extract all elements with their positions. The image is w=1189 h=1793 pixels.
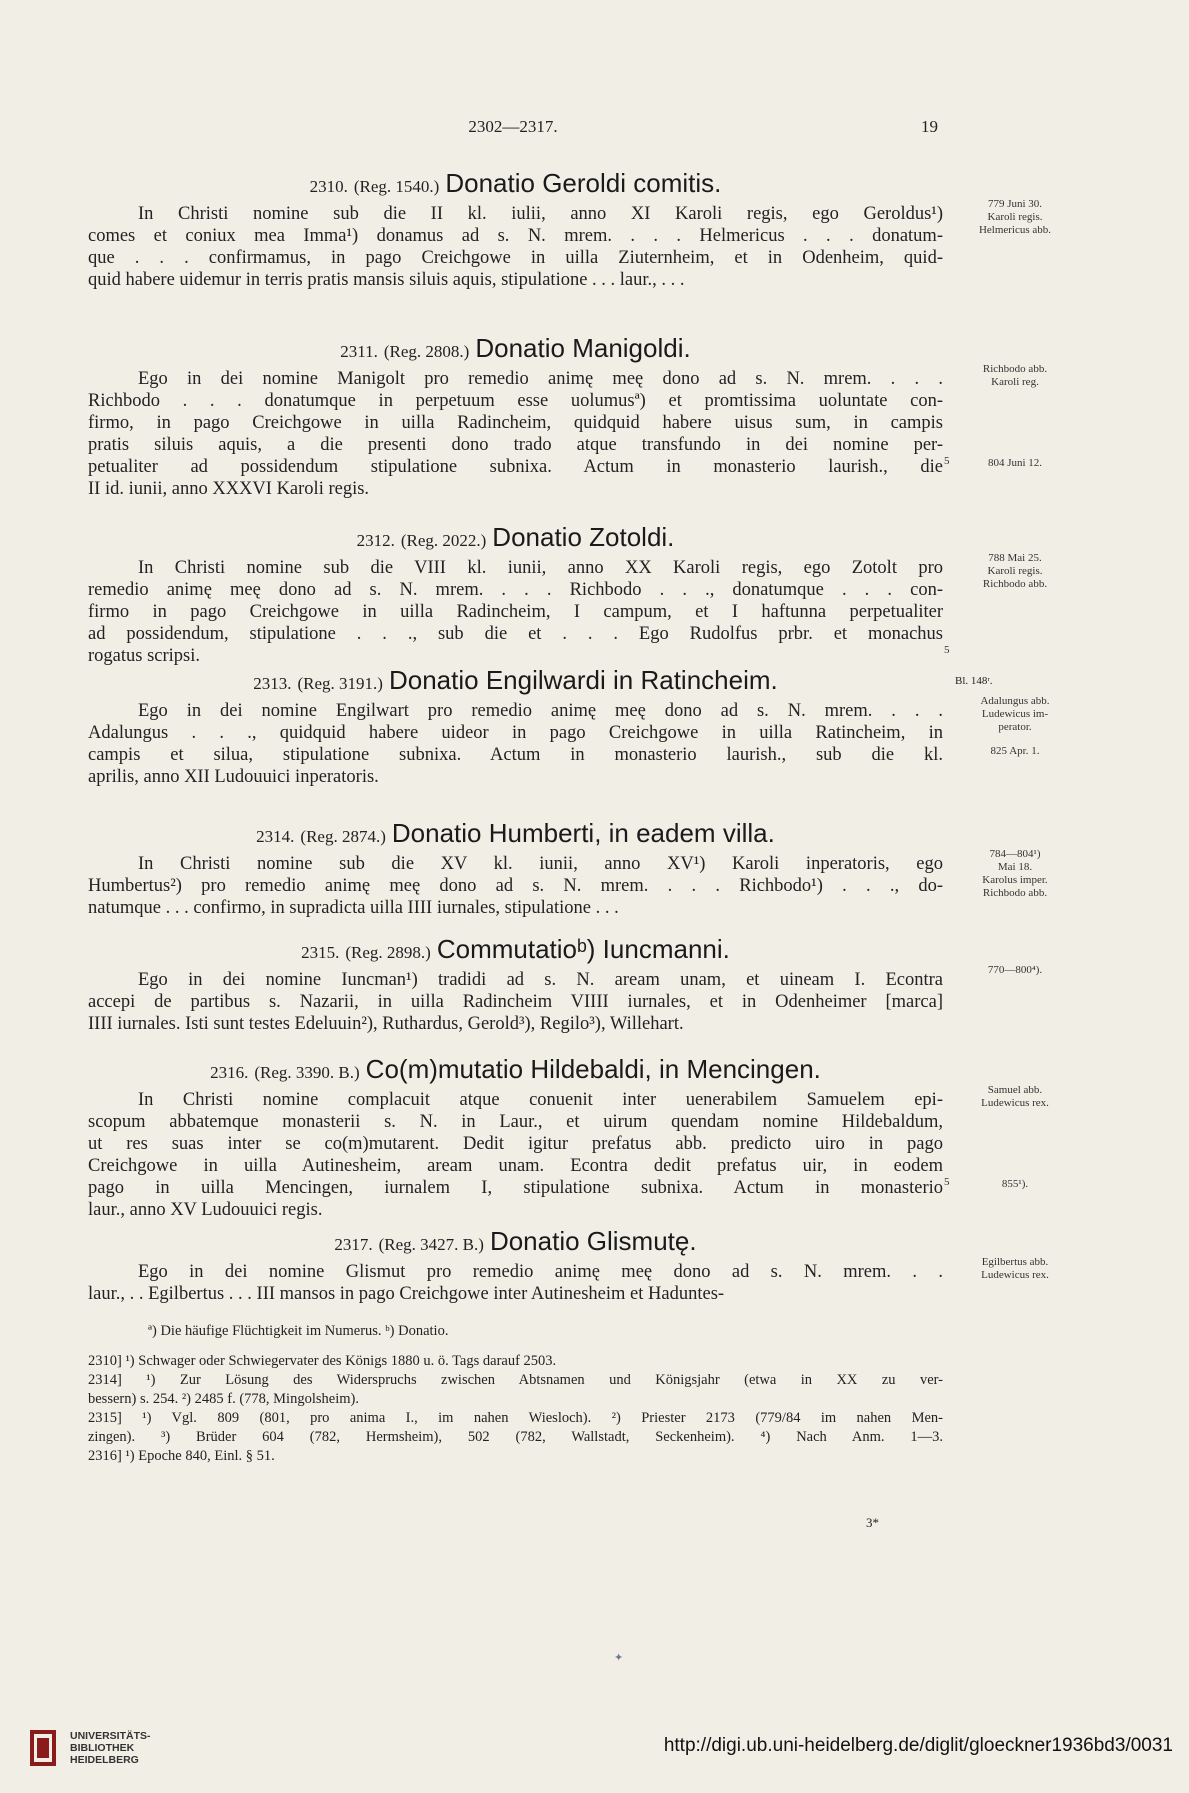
entry-title: Donatio Zotoldi. xyxy=(492,522,675,552)
text-line: pratis siluis aquis, a die presenti dono trado atque transfundo in dei nomine per- xyxy=(88,435,943,455)
margin-note-line: Samuel abb. xyxy=(987,1084,1043,1096)
charter-entry xyxy=(88,1054,943,1221)
library-name: UNIVERSITÄTS- BIBLIOTHEK HEIDELBERG xyxy=(70,1730,151,1766)
charter-entry xyxy=(88,522,943,667)
regest-reference: (Reg. 2808.) xyxy=(383,342,470,361)
text-line: laur., anno XV Ludouuici regis. xyxy=(88,1200,323,1220)
margin-note xyxy=(955,964,1075,977)
text-line: Creichgowe in uilla Autinesheim, aream unam. Econtra dedit prefatus uir, in eodem xyxy=(88,1156,943,1176)
margin-note-line: Helmericus abb. xyxy=(978,224,1052,236)
entry-number: 2316. xyxy=(210,1063,249,1082)
text-line: ad possidendum, stipulatione . . ., sub die et . . . Ego Rudolfus prbr. et monachus xyxy=(88,624,943,644)
footnote-line: bessern) s. 254. ²) 2485 f. (778, Mingolsheim). xyxy=(88,1391,359,1407)
text-line: Adalungus . . ., quidquid habere uideor in pago Creichgowe in uilla Ratincheim, in xyxy=(88,723,943,743)
margin-note-line: Karoli regis. xyxy=(987,565,1043,577)
regest-reference: (Reg. 2898.) xyxy=(345,943,431,962)
numbered-footnotes xyxy=(88,1352,943,1466)
margin-note-line: 770—800⁴). xyxy=(987,964,1043,976)
entry-title: Donatio Glismutę. xyxy=(489,1226,697,1256)
margin-note xyxy=(955,363,1075,389)
margin-note-line: Karoli regis. xyxy=(987,211,1043,223)
footnote-line: 2314] ¹) Zur Lösung des Widerspruchs zwischen Abtsnamen und Königsjahr (etwa in XX zu ver- xyxy=(88,1372,943,1388)
charter-entry xyxy=(88,168,943,291)
text-line: In Christi nomine complacuit atque conuenit inter uenerabilem Samuelem epi- xyxy=(138,1090,943,1110)
margin-note-line: 788 Mai 25. xyxy=(988,552,1042,564)
text-line: ut res suas inter se co(m)mutarent. Dedit igitur prefatus abb. predicto uiro in pago xyxy=(88,1134,943,1154)
text-line: Ego in dei nomine Manigolt pro remedio animę meę dono ad s. N. mrem. . . . xyxy=(138,369,943,389)
text-line: pago in uilla Mencingen, iurnalem I, stipulatione subnixa. Actum in monasterio xyxy=(88,1178,943,1198)
text-line: natumque . . . confirmo, in supradicta uilla IIII iurnales, stipulatione . . . xyxy=(88,898,619,918)
footnote-line: zingen). ³) Brüder 604 (782, Hermsheim), 502 (782, Wallstadt, Seckenheim). ⁴) Nach Anm. 1—3. xyxy=(88,1429,943,1445)
regest-reference: (Reg. 1540.) xyxy=(353,177,440,196)
margin-note-line: 779 Juni 30. xyxy=(987,198,1043,210)
entry-heading xyxy=(88,665,943,696)
margin-note xyxy=(955,695,1075,734)
entry-heading xyxy=(88,333,943,364)
text-line: firmo in pago Creichgowe in uilla Radincheim, I campum, et I haftunna perpetualiter xyxy=(88,602,943,622)
signature-mark: 3* xyxy=(866,1515,879,1530)
entry-number: 2311. xyxy=(340,342,378,361)
margin-note-line: 784—804¹) xyxy=(989,848,1041,860)
margin-note-line: Ludewicus rex. xyxy=(981,1269,1049,1281)
footnote-line: 2315] ¹) Vgl. 809 (801, pro anima I., im nahen Wiesloch). ²) Priester 2173 (779/84 im nahen Men- xyxy=(88,1410,943,1426)
entry-number: 2310. xyxy=(309,177,348,196)
entry-number: 2317. xyxy=(334,1235,373,1254)
text-line: remedio animę meę dono ad s. N. mrem. . . . Richbodo . . ., donatumque . . . con- xyxy=(88,580,943,600)
entry-number: 2315. xyxy=(301,943,340,962)
margin-note-line: Karolus imper. xyxy=(982,874,1048,886)
charter-entry xyxy=(88,1226,943,1305)
margin-note xyxy=(955,552,1075,591)
margin-note-line: Adalungus abb. xyxy=(980,695,1050,707)
text-line: scopum abbatemque monasterii s. N. in Laur., et uirum quendam nomine Hildebaldum, xyxy=(88,1112,943,1132)
footer-bar xyxy=(0,1715,1189,1793)
text-line: laur., . . Egilbertus . . . III mansos in pago Creichgowe inter Autinesheim et Haduntes- xyxy=(88,1284,725,1304)
regest-reference: (Reg. 2874.) xyxy=(300,827,386,846)
margin-note-line: Karoli reg. xyxy=(991,376,1039,388)
text-line: firmo, in pago Creichgowe in uilla Radincheim, quidquid habere uisus sum, in campis xyxy=(88,413,943,433)
text-line: Humbertus²) pro remedio animę meę dono ad s. N. mrem. . . . Richbodo¹) . . ., do- xyxy=(88,876,943,896)
margin-note xyxy=(955,1256,1075,1282)
text-line: Ego in dei nomine Iuncman¹) tradidi ad s. N. aream unam, et uineam I. Econtra xyxy=(138,970,943,990)
regest-reference: (Reg. 2022.) xyxy=(400,531,487,550)
footnote-line: 2310] ¹) Schwager oder Schwiegervater des Königs 1880 u. ö. Tags darauf 2503. xyxy=(88,1353,557,1369)
text-line: In Christi nomine sub die XV kl. iunii, anno XV¹) Karoli inperatoris, ego xyxy=(138,854,943,874)
text-line: II id. iunii, anno XXXVI Karoli regis. xyxy=(88,479,370,499)
entry-heading xyxy=(88,522,943,553)
margin-date: 804 Juni 12. xyxy=(987,457,1043,469)
page-range: 2302—2317. xyxy=(468,117,558,136)
charter-entry xyxy=(88,934,943,1035)
charter-entry xyxy=(88,333,943,500)
margin-date: 825 Apr. 1. xyxy=(990,745,1040,757)
entry-heading xyxy=(88,168,943,199)
page-number: 19 xyxy=(921,117,938,136)
entry-title: Donatio Engilwardi in Ratincheim. xyxy=(388,665,778,695)
entry-heading xyxy=(88,818,943,849)
library-logo-icon xyxy=(28,1728,58,1768)
entry-title: Donatio Geroldi comitis. xyxy=(445,168,722,198)
entry-title: Donatio Manigoldi. xyxy=(475,333,691,363)
text-line: In Christi nomine sub die VIII kl. iunii, anno XX Karoli regis, ego Zotolt pro xyxy=(138,558,943,578)
margin-note-line: Ludewicus im- xyxy=(981,708,1049,720)
entry-heading xyxy=(88,1054,943,1085)
regest-reference: (Reg. 3191.) xyxy=(297,674,383,693)
line-marker: 5 xyxy=(944,455,950,467)
text-line: In Christi nomine sub die II kl. iulii, anno XI Karoli regis, ego Geroldus¹) xyxy=(138,204,943,224)
margin-note-line: Richbodo abb. xyxy=(982,887,1048,899)
letter-footnotes xyxy=(88,1322,943,1341)
margin-note-line: Richbodo abb. xyxy=(982,578,1048,590)
entry-heading xyxy=(88,1226,943,1257)
text-line: campis et silua, stipulatione subnixa. Actum in monasterio laurish., sub die kl. xyxy=(88,745,943,765)
margin-date: 855¹). xyxy=(1001,1178,1029,1190)
margin-note-line: perator. xyxy=(998,721,1032,733)
margin-note xyxy=(955,1084,1075,1110)
ink-speck: ✦ xyxy=(614,1652,624,1664)
margin-note-line: Ludewicus rex. xyxy=(981,1097,1049,1109)
text-line: rogatus scripsi. xyxy=(88,646,201,666)
margin-note-line: Egilbertus abb. xyxy=(981,1256,1049,1268)
entry-number: 2314. xyxy=(256,827,295,846)
source-url-link[interactable]: http://digi.ub.uni-heidelberg.de/diglit/gloeckner1936bd3/0031 xyxy=(663,1735,1173,1756)
charter-entry xyxy=(88,818,943,919)
margin-note-line: Richbodo abb. xyxy=(982,363,1048,375)
text-line: aprilis, anno XII Ludouuici inperatoris. xyxy=(88,767,379,787)
text-line: petualiter ad possidendum stipulatione subnixa. Actum in monasterio laurish., die xyxy=(88,457,943,477)
entry-title: Commutatioᵇ) Iuncmanni. xyxy=(436,934,730,964)
entry-title: Co(m)mutatio Hildebaldi, in Mencingen. xyxy=(365,1054,821,1084)
entry-number: 2312. xyxy=(356,531,395,550)
margin-note xyxy=(955,848,1075,900)
regest-reference: (Reg. 3390. B.) xyxy=(254,1063,360,1082)
letter-footnote-line: ª) Die häufige Flüchtigkeit im Numerus. ᵇ) Donatio. xyxy=(148,1323,449,1339)
footnote-line: 2316] ¹) Epoche 840, Einl. § 51. xyxy=(88,1448,275,1464)
text-line: comes et coniux mea Imma¹) donamus ad s. N. mrem. . . . Helmericus . . . donatum- xyxy=(88,226,943,246)
text-line: IIII iurnales. Isti sunt testes Edeluuin²), Ruthardus, Gerold³), Regilo³), Willehart. xyxy=(88,1014,684,1034)
text-line: Richbodo . . . donatumque in perpetuum esse uolumusª) et promtissima uoluntate con- xyxy=(88,391,943,411)
folio-note: Bl. 148ʳ. xyxy=(955,675,993,687)
text-line: Ego in dei nomine Glismut pro remedio animę meę dono ad s. N. mrem. . . xyxy=(138,1262,943,1282)
text-line: accepi de partibus s. Nazarii, in uilla Radincheim VIIII iurnales, et in Odenheimer [marca] xyxy=(88,992,943,1012)
margin-note-line: Mai 18. xyxy=(997,861,1033,873)
entry-heading xyxy=(88,934,943,965)
entry-number: 2313. xyxy=(253,674,292,693)
line-marker: 5 xyxy=(944,644,950,656)
margin-note xyxy=(955,198,1075,237)
regest-reference: (Reg. 3427. B.) xyxy=(378,1235,484,1254)
text-line: quid habere uidemur in terris pratis mansis siluis aquis, stipulatione . . . laur., . . . xyxy=(88,270,685,290)
text-line: Ego in dei nomine Engilwart pro remedio animę meę dono ad s. N. mrem. . . . xyxy=(138,701,943,721)
entry-title: Donatio Humberti, in eadem villa. xyxy=(391,818,775,848)
line-marker: 5 xyxy=(944,1176,950,1188)
text-line: que . . . confirmamus, in pago Creichgowe in uilla Ziuternheim, et in Odenheim, quid- xyxy=(88,248,943,268)
charter-entry xyxy=(88,665,943,788)
